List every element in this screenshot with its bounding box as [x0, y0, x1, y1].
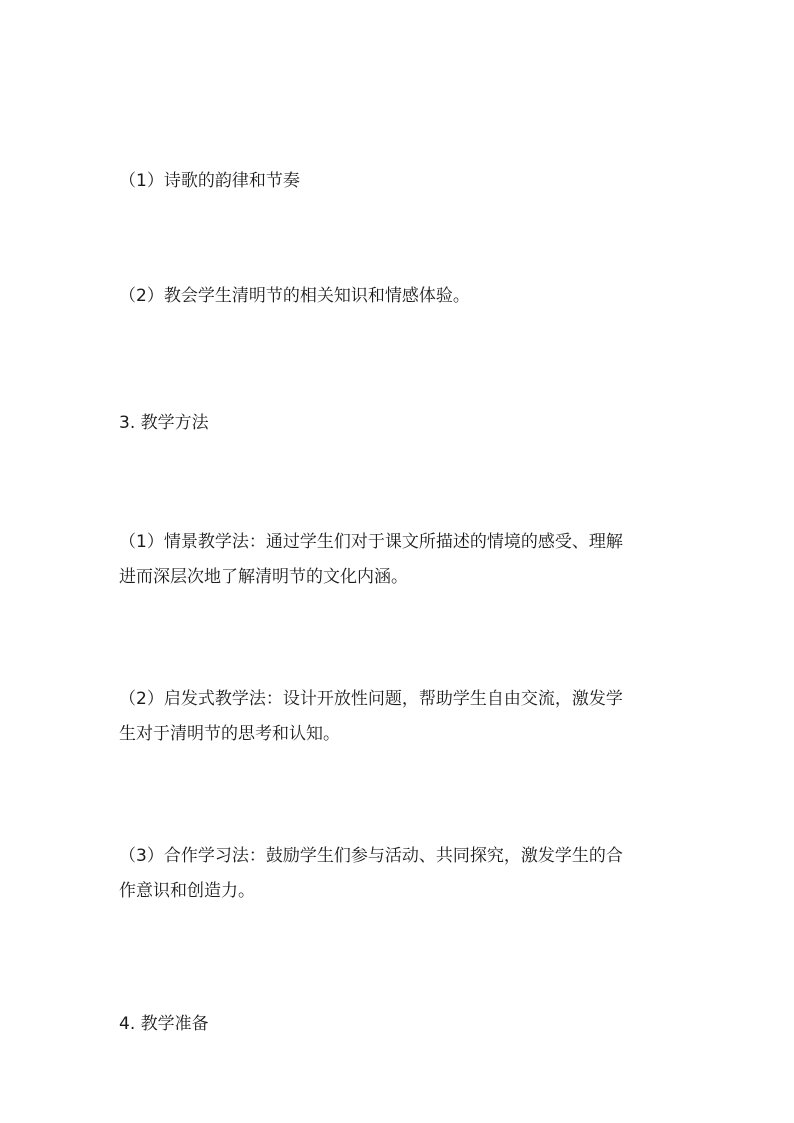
heading-text: 4. 教学准备	[119, 1014, 209, 1034]
paragraph-line: （3）合作学习法：鼓励学生们参与活动、共同探究，激发学生的合	[119, 846, 623, 866]
paragraph-method-3	[119, 839, 684, 909]
paragraph-line: （2）教会学生清明节的相关知识和情感体验。	[119, 286, 470, 306]
paragraph-line: 作意识和创造力。	[119, 881, 255, 901]
paragraph-method-1	[119, 525, 684, 595]
paragraph-content-1	[119, 164, 684, 199]
paragraph-content-2	[119, 279, 684, 314]
paragraph-line: 生对于清明节的思考和认知。	[119, 724, 340, 744]
paragraph-line: 进而深层次地了解清明节的文化内涵。	[119, 567, 408, 587]
section-heading-preparation	[119, 1007, 684, 1042]
section-heading-methods	[119, 406, 684, 441]
paragraph-line: （1）诗歌的韵律和节奏	[119, 171, 300, 191]
heading-text: 3. 教学方法	[119, 413, 209, 433]
paragraph-line: （2）启发式教学法：设计开放性问题，帮助学生自由交流，激发学	[119, 689, 623, 709]
paragraph-method-2	[119, 682, 684, 752]
paragraph-line: （1）情景教学法：通过学生们对于课文所描述的情境的感受、理解	[119, 532, 623, 552]
